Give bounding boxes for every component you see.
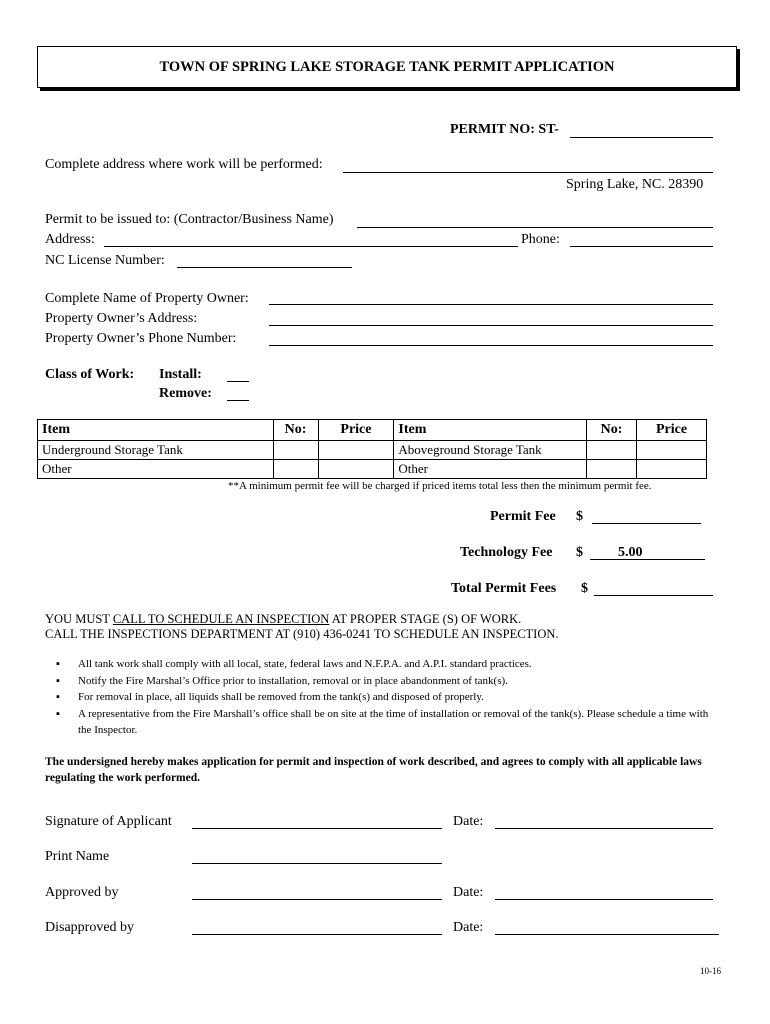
owner-address-field[interactable] bbox=[269, 325, 713, 326]
quantity-cell[interactable] bbox=[587, 441, 637, 460]
quantity-cell[interactable] bbox=[273, 460, 318, 479]
total-fees-field[interactable] bbox=[594, 595, 713, 596]
license-field[interactable] bbox=[177, 267, 352, 268]
quantity-cell[interactable] bbox=[273, 441, 318, 460]
list-item: ▪ All tank work shall comply with all local, state, federal laws and N.F.P.A. and A.P.I. standard practices. bbox=[46, 656, 706, 673]
remove-field[interactable] bbox=[227, 400, 249, 401]
work-address-label: Complete address where work will be performed: bbox=[45, 157, 323, 172]
permit-fee-currency: $ bbox=[576, 509, 583, 524]
contractor-label: Permit to be issued to: (Contractor/Business Name) bbox=[45, 212, 334, 227]
min-fee-note: **A minimum permit fee will be charged if priced items total less then the minimum permit fee. bbox=[228, 480, 652, 492]
applicant-signature-label: Signature of Applicant bbox=[45, 814, 172, 829]
phone-label: Phone: bbox=[521, 232, 560, 247]
disapproved-date-field[interactable] bbox=[495, 934, 719, 935]
form-title: TOWN OF SPRING LAKE STORAGE TANK PERMIT APPLICATION bbox=[37, 46, 737, 88]
schedule-post: AT PROPER STAGE (S) OF WORK. bbox=[329, 612, 522, 626]
table-row bbox=[38, 460, 707, 479]
class-of-work-label: Class of Work: bbox=[45, 367, 135, 382]
col-item-1: Item bbox=[38, 420, 274, 441]
remove-label: Remove: bbox=[159, 386, 212, 401]
price-cell[interactable] bbox=[318, 460, 394, 479]
install-field[interactable] bbox=[227, 381, 249, 382]
declaration: The undersigned hereby makes application for permit and inspection of work described, and agrees to comply with all applicable laws regulating the work performed. bbox=[45, 756, 702, 784]
contractor-address-label: Address: bbox=[45, 232, 95, 247]
print-name-field[interactable] bbox=[192, 863, 442, 864]
install-label: Install: bbox=[159, 367, 202, 382]
permit-fee-field[interactable] bbox=[592, 523, 701, 524]
table-header-row bbox=[38, 420, 707, 441]
owner-name-field[interactable] bbox=[269, 304, 713, 305]
table-cell: Other bbox=[394, 460, 587, 479]
price-cell[interactable] bbox=[637, 460, 707, 479]
list-item: ▪ For removal in place, all liquids shall be removed from the tank(s) and disposed of properly. bbox=[46, 689, 706, 706]
col-price-2: Price bbox=[637, 420, 707, 441]
schedule-call-link: CALL TO SCHEDULE AN INSPECTION bbox=[112, 612, 330, 626]
list-item: ▪ A representative from the Fire Marshall’s office shall be on site at the time of installation or removal of the tank(s). Please schedule a time with the Inspector. bbox=[46, 706, 718, 739]
permit-no-field[interactable] bbox=[570, 137, 713, 138]
table-cell: Other bbox=[38, 460, 274, 479]
disapproved-date-label: Date: bbox=[453, 920, 484, 935]
form-code: 10-16 bbox=[700, 966, 721, 976]
technology-fee-label: Technology Fee bbox=[460, 545, 553, 560]
technology-fee-currency: $ bbox=[576, 545, 583, 560]
items-table bbox=[37, 419, 707, 479]
price-cell[interactable] bbox=[637, 441, 707, 460]
applicant-date-label: Date: bbox=[453, 814, 484, 829]
table-cell: Aboveground Storage Tank bbox=[394, 441, 587, 460]
schedule-line-2: CALL THE INSPECTIONS DEPARTMENT AT (910) 436-0241 TO SCHEDULE AN INSPECTION. bbox=[45, 627, 559, 641]
technology-fee-value: 5.00 bbox=[618, 545, 643, 560]
approved-by-label: Approved by bbox=[45, 885, 119, 900]
city-line: Spring Lake, NC. 28390 bbox=[566, 177, 704, 192]
print-name-label: Print Name bbox=[45, 849, 110, 864]
owner-name-label: Complete Name of Property Owner: bbox=[45, 291, 249, 306]
license-label: NC License Number: bbox=[45, 253, 165, 268]
work-address-field[interactable] bbox=[343, 172, 713, 173]
approved-date-field[interactable] bbox=[495, 899, 713, 900]
schedule-line-1 bbox=[45, 612, 521, 627]
owner-address-label: Property Owner’s Address: bbox=[45, 311, 198, 326]
total-fees-label: Total Permit Fees bbox=[451, 581, 557, 596]
applicant-date-field[interactable] bbox=[495, 828, 713, 829]
permit-no-label: PERMIT NO: ST- bbox=[450, 122, 559, 137]
schedule-pre: YOU MUST bbox=[45, 612, 113, 626]
contractor-address-field[interactable] bbox=[104, 246, 518, 247]
total-fees-currency: $ bbox=[581, 581, 588, 596]
technology-fee-field bbox=[590, 559, 705, 560]
col-no-1: No: bbox=[273, 420, 318, 441]
contractor-field[interactable] bbox=[357, 227, 713, 228]
applicant-signature-field[interactable] bbox=[192, 828, 442, 829]
approved-date-label: Date: bbox=[453, 885, 484, 900]
list-item: ▪ Notify the Fire Marshal’s Office prior to installation, removal or in place abandonment of tank(s). bbox=[46, 673, 706, 690]
col-no-2: No: bbox=[587, 420, 637, 441]
price-cell[interactable] bbox=[318, 441, 394, 460]
phone-field[interactable] bbox=[570, 246, 713, 247]
requirements-list bbox=[46, 656, 709, 739]
quantity-cell[interactable] bbox=[587, 460, 637, 479]
permit-fee-label: Permit Fee bbox=[490, 509, 556, 524]
col-price-1: Price bbox=[318, 420, 394, 441]
col-item-2: Item bbox=[394, 420, 587, 441]
disapproved-by-label: Disapproved by bbox=[45, 920, 135, 935]
owner-phone-label: Property Owner’s Phone Number: bbox=[45, 331, 237, 346]
owner-phone-field[interactable] bbox=[269, 345, 713, 346]
table-row bbox=[38, 441, 707, 460]
disapproved-by-field[interactable] bbox=[192, 934, 442, 935]
approved-by-field[interactable] bbox=[192, 899, 442, 900]
table-cell: Underground Storage Tank bbox=[38, 441, 274, 460]
